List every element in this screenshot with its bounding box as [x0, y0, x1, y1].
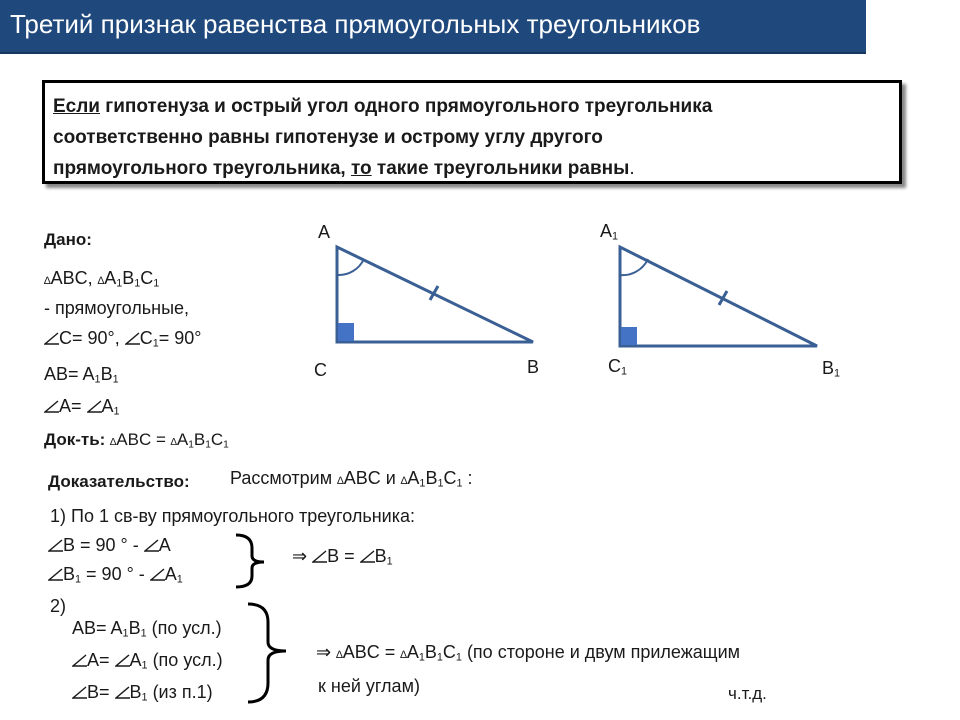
- tri-abc: ABC,: [50, 268, 98, 288]
- angle-c1-prefix: C: [139, 328, 153, 348]
- vertex-c1: $C_1$: [608, 356, 628, 378]
- theorem-text-1: гипотенуза и острый угол одного прямоугольного треугольника: [100, 96, 713, 117]
- angle-icon: [72, 654, 87, 667]
- prove-eq: =: [151, 430, 171, 449]
- angle-icon: [72, 686, 87, 699]
- consider-text: Рассмотрим: [230, 468, 338, 488]
- right-angle-mark: [621, 327, 637, 345]
- angle-icon: [115, 654, 130, 667]
- step2-ab: [72, 618, 222, 639]
- colon-text: :: [462, 468, 473, 488]
- triangle-symbol: ∆: [170, 437, 177, 448]
- result1-text: B =: [327, 546, 360, 566]
- theorem-text-3: прямоугольного треугольника,: [53, 158, 351, 179]
- angle-icon: [48, 568, 63, 581]
- qed: ч.т.д.: [728, 684, 767, 703]
- angle-arc-a: [337, 259, 364, 275]
- and-text: и: [380, 468, 401, 488]
- triangle-symbol: ∆: [97, 275, 105, 287]
- brace-1: [236, 535, 264, 587]
- subscript: 1: [94, 373, 101, 386]
- result2: [316, 642, 740, 663]
- given-heading: Дано:: [44, 230, 92, 249]
- b-eq-text: B = 90 ° -: [63, 535, 144, 555]
- triangle-a1b1c1: [620, 247, 817, 346]
- result2-eq: =: [379, 642, 401, 662]
- theorem-text-4: такие треугольники равны: [371, 158, 630, 179]
- triangle-symbol: ∆: [337, 475, 344, 487]
- step1-b1: [48, 564, 183, 585]
- by-condition: (по усл.): [146, 618, 222, 638]
- angle-icon: [312, 550, 327, 563]
- theorem-end: .: [629, 158, 635, 179]
- b1-text: $B_1$: [129, 682, 148, 704]
- angle-a-text: A=: [59, 396, 87, 416]
- prove-label: Док-ть:: [44, 430, 106, 449]
- theorem-text-2: соответственно равны гипотенузе и острому углу другого: [53, 127, 603, 148]
- subscript: 1: [152, 337, 159, 350]
- step2-label: 2): [50, 596, 67, 616]
- angle-c1-value: = 90°: [158, 328, 202, 348]
- vertex-b: B: [527, 357, 540, 377]
- angle-c: C= 90°,: [59, 328, 125, 348]
- brace-2: [248, 604, 286, 702]
- ab-text: AB= A: [72, 618, 123, 638]
- given-right-label: - прямоугольные,: [44, 298, 190, 318]
- angle-icon: [150, 568, 165, 581]
- angle-arc-a1: [620, 259, 648, 275]
- prove-a1b1c1: $A_1B_1C_1$: [176, 430, 229, 451]
- angle-icon: [360, 550, 375, 563]
- b1-text: $B_1$: [374, 546, 393, 568]
- triangle-symbol: ∆: [110, 437, 117, 448]
- consider-abc: ABC: [343, 468, 381, 488]
- a1-text: $A_1$: [129, 650, 148, 672]
- result2-a1b1c1: $A_1B_1C_1$: [406, 642, 462, 664]
- b1-eq-text: = 90 ° -: [86, 564, 150, 584]
- slide-title: Третий признак равенства прямоугольных треугольников: [10, 9, 701, 39]
- right-angle-mark: [338, 323, 354, 341]
- triangle-symbol: ∆: [400, 475, 408, 487]
- b1-text: $B_1$: [63, 564, 82, 586]
- step1-title: 1) По 1 св-ву прямоугольного треугольника:: [50, 506, 415, 526]
- angle-icon: [115, 686, 130, 699]
- a1-text: $A_1$: [164, 564, 183, 586]
- angle-icon: [48, 539, 63, 552]
- triangle-symbol: ∆: [44, 275, 51, 287]
- triangle-abc: [337, 247, 533, 342]
- vertex-b1: $B_1$: [822, 358, 841, 380]
- then-word: то: [350, 158, 372, 179]
- by-condition: (по усл.): [147, 650, 223, 670]
- triangle-symbol: ∆: [336, 649, 343, 661]
- triangle-symbol: ∆: [400, 649, 407, 661]
- ab-text: AB= A: [44, 364, 95, 384]
- a-eq: A=: [87, 650, 115, 670]
- tri-a1b1c1: $A_1B_1C_1$: [104, 268, 160, 290]
- result1: [292, 546, 393, 567]
- proof-heading: Доказательство:: [48, 472, 190, 491]
- vertex-a1: $A_1$: [600, 221, 619, 243]
- b1-text: $B_1$: [100, 364, 119, 386]
- if-word: Если: [53, 96, 100, 117]
- result2-cont: к ней углам): [318, 676, 420, 696]
- step1-b: [48, 535, 171, 556]
- step2-angle-b: [72, 682, 213, 703]
- from-step1: (из п.1): [147, 682, 213, 702]
- a1-text: $A_1$: [101, 396, 120, 418]
- a-text: A: [158, 535, 171, 555]
- step2-angle-a: [72, 650, 223, 671]
- angle-icon: [144, 539, 159, 552]
- consider-a1b1c1: $A_1B_1C_1$: [407, 468, 463, 490]
- proof-consider: [230, 468, 473, 489]
- prove-abc: ABC: [116, 430, 152, 449]
- vertex-c: C: [314, 360, 327, 380]
- vertex-a: A: [318, 222, 331, 242]
- implies-icon: ⇒: [292, 546, 308, 566]
- b1-text: $B_1$: [128, 618, 147, 640]
- b-eq: B=: [87, 682, 115, 702]
- implies-icon: ⇒: [316, 642, 332, 662]
- result2-text: (по стороне и двум прилежащим: [461, 642, 741, 662]
- result2-abc: ABC: [342, 642, 380, 662]
- subscript: 1: [122, 627, 129, 640]
